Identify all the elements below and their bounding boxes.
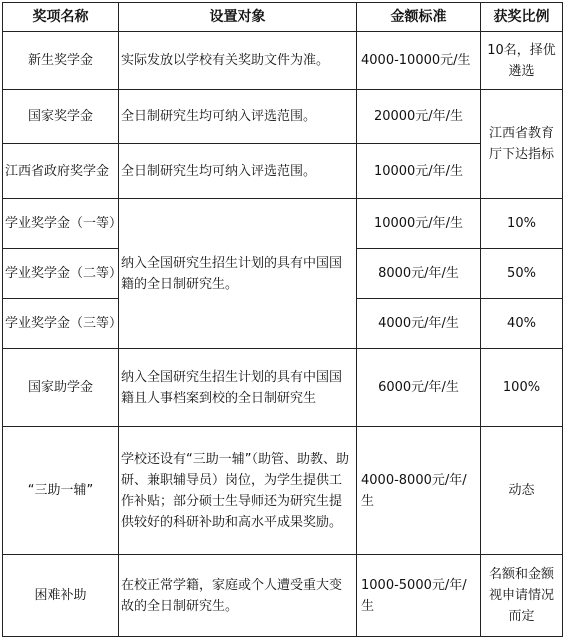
table-row [3, 32, 563, 90]
eligibility-cell: 实际发放以学校有关奖助文件为准。 [119, 32, 357, 90]
eligibility-cell: 全日制研究生均可纳入评选范围。 [119, 90, 357, 144]
ratio-cell: 10% [481, 199, 563, 249]
ratio-cell: 江西省教育厅下达指标 [481, 90, 563, 199]
amount-cell: 1000-5000元/年/生 [357, 555, 481, 637]
award-name-cell: 困难补助 [3, 555, 119, 637]
table-row [3, 349, 563, 427]
ratio-cell: 名额和金额视申请情况而定 [481, 555, 563, 637]
eligibility-cell: 在校正常学籍，家庭或个人遭受重大变故的全日制研究生。 [119, 555, 357, 637]
scholarship-table-container [2, 2, 563, 637]
ratio-cell: 40% [481, 299, 563, 349]
eligibility-cell: 纳入全国研究生招生计划的具有中国国籍且人事档案到校的全日制研究生 [119, 349, 357, 427]
amount-cell: 6000元/年/生 [357, 349, 481, 427]
ratio-cell: 10名，择优遴选 [481, 32, 563, 90]
award-name-cell: 江西省政府奖学金 [3, 144, 119, 199]
table-row [3, 199, 563, 249]
amount-cell: 4000-10000元/生 [357, 32, 481, 90]
header-eligibility: 设置对象 [119, 3, 357, 32]
table-row [3, 427, 563, 555]
award-name-cell: “三助一辅” [3, 427, 119, 555]
amount-cell: 20000元/年/生 [357, 90, 481, 144]
table-header-row [3, 3, 563, 32]
header-amount: 金额标准 [357, 3, 481, 32]
ratio-cell: 动态 [481, 427, 563, 555]
eligibility-cell: 全日制研究生均可纳入评选范围。 [119, 144, 357, 199]
award-name-cell: 国家助学金 [3, 349, 119, 427]
table-row [3, 144, 563, 199]
table-row [3, 555, 563, 637]
ratio-cell: 100% [481, 349, 563, 427]
award-name-cell: 学业奖学金（二等） [3, 249, 119, 299]
amount-cell: 8000元/年/生 [357, 249, 481, 299]
award-name-cell: 国家奖学金 [3, 90, 119, 144]
amount-cell: 10000元/年/生 [357, 144, 481, 199]
header-ratio: 获奖比例 [481, 3, 563, 32]
amount-cell: 4000元/年/生 [357, 299, 481, 349]
scholarship-table [2, 2, 563, 637]
amount-cell: 10000元/年/生 [357, 199, 481, 249]
amount-cell: 4000-8000元/年/生 [357, 427, 481, 555]
ratio-cell: 50% [481, 249, 563, 299]
table-row [3, 90, 563, 144]
award-name-cell: 学业奖学金（三等） [3, 299, 119, 349]
award-name-cell: 新生奖学金 [3, 32, 119, 90]
award-name-cell: 学业奖学金（一等） [3, 199, 119, 249]
eligibility-cell: 学校还设有“三助一辅”（助管、助教、助研、兼职辅导员）岗位，为学生提供工作补贴；部分硕士生导师还为研究生提供较好的科研补助和高水平成果奖励。 [119, 427, 357, 555]
eligibility-cell: 纳入全国研究生招生计划的具有中国国籍的全日制研究生。 [119, 199, 357, 349]
header-award-name: 奖项名称 [3, 3, 119, 32]
